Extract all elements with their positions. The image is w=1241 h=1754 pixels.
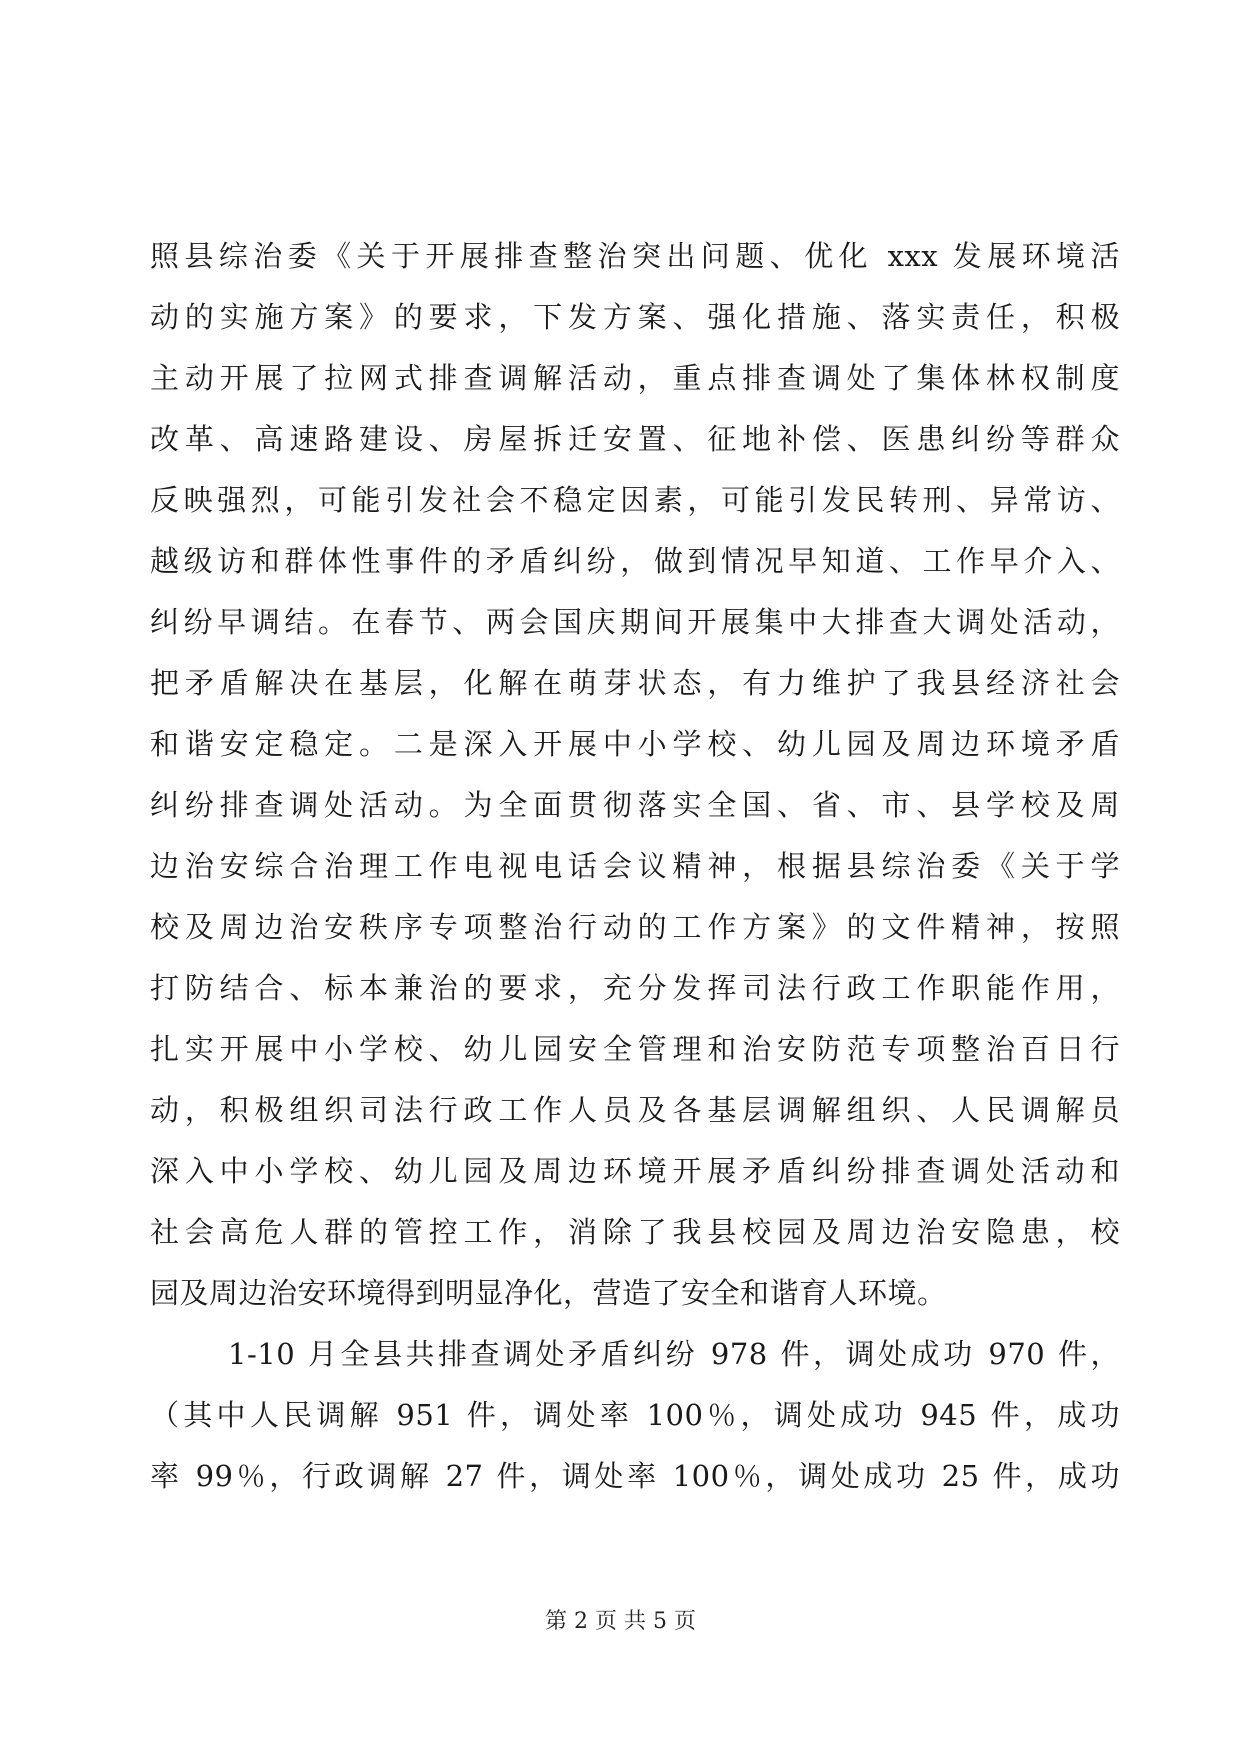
text-line: 纠纷排查调处活动。为全面贯彻落实全国、省、市、县学校及周 — [150, 788, 1120, 822]
text-line: 反映强烈，可能引发社会不稳定因素，可能引发民转刑、异常访、 — [150, 483, 1120, 517]
text-line: 纠纷早调结。在春节、两会国庆期间开展集中大排查大调处活动， — [150, 605, 1120, 639]
text-line: 主动开展了拉网式排查调解活动，重点排查调处了集体林权制度 — [150, 361, 1120, 395]
text-line: 校及周边治安秩序专项整治行动的工作方案》的文件精神，按照 — [150, 910, 1120, 944]
text-line: 扎实开展中小学校、幼儿园安全管理和治安防范专项整治百日行 — [150, 1032, 1120, 1066]
text-line: 动，积极组织司法行政工作人员及各基层调解组织、人民调解员 — [150, 1093, 1120, 1127]
body-text — [150, 226, 1120, 1507]
text-line: 社会高危人群的管控工作，消除了我县校园及周边治安隐患，校 — [150, 1215, 1120, 1249]
text-line: 1-10 月全县共排查调处矛盾纠纷 978 件，调处成功 970 件， — [228, 1337, 1120, 1371]
text-line: 园及周边治安环境得到明显净化，营造了安全和谐育人环境。 — [150, 1276, 947, 1310]
text-line: 把矛盾解决在基层，化解在萌芽状态，有力维护了我县经济社会 — [150, 666, 1120, 700]
text-line: 深入中小学校、幼儿园及周边环境开展矛盾纠纷排查调处活动和 — [150, 1154, 1120, 1188]
text-line: 动的实施方案》的要求，下发方案、强化措施、落实责任，积极 — [150, 300, 1120, 334]
paragraph-1 — [150, 226, 1120, 1324]
text-line: 打防结合、标本兼治的要求，充分发挥司法行政工作职能作用， — [150, 971, 1120, 1005]
paragraph-2 — [150, 1324, 1120, 1507]
text-line: 越级访和群体性事件的矛盾纠纷，做到情况早知道、工作早介入、 — [150, 544, 1120, 578]
text-line: 边治安综合治理工作电视电话会议精神，根据县综治委《关于学 — [150, 849, 1120, 883]
page-number-footer: 第 2 页 共 5 页 — [545, 1609, 696, 1634]
text-line: 照县综治委《关于开展排查整治突出问题、优化 xxx 发展环境活 — [150, 239, 1120, 273]
text-line: 改革、高速路建设、房屋拆迁安置、征地补偿、医患纠纷等群众 — [150, 422, 1120, 456]
text-line: 率 99％，行政调解 27 件，调处率 100％，调处成功 25 件，成功 — [150, 1459, 1120, 1493]
text-line: （其中人民调解 951 件，调处率 100％，调处成功 945 件，成功 — [150, 1398, 1120, 1432]
text-line: 和谐安定稳定。二是深入开展中小学校、幼儿园及周边环境矛盾 — [150, 727, 1120, 761]
